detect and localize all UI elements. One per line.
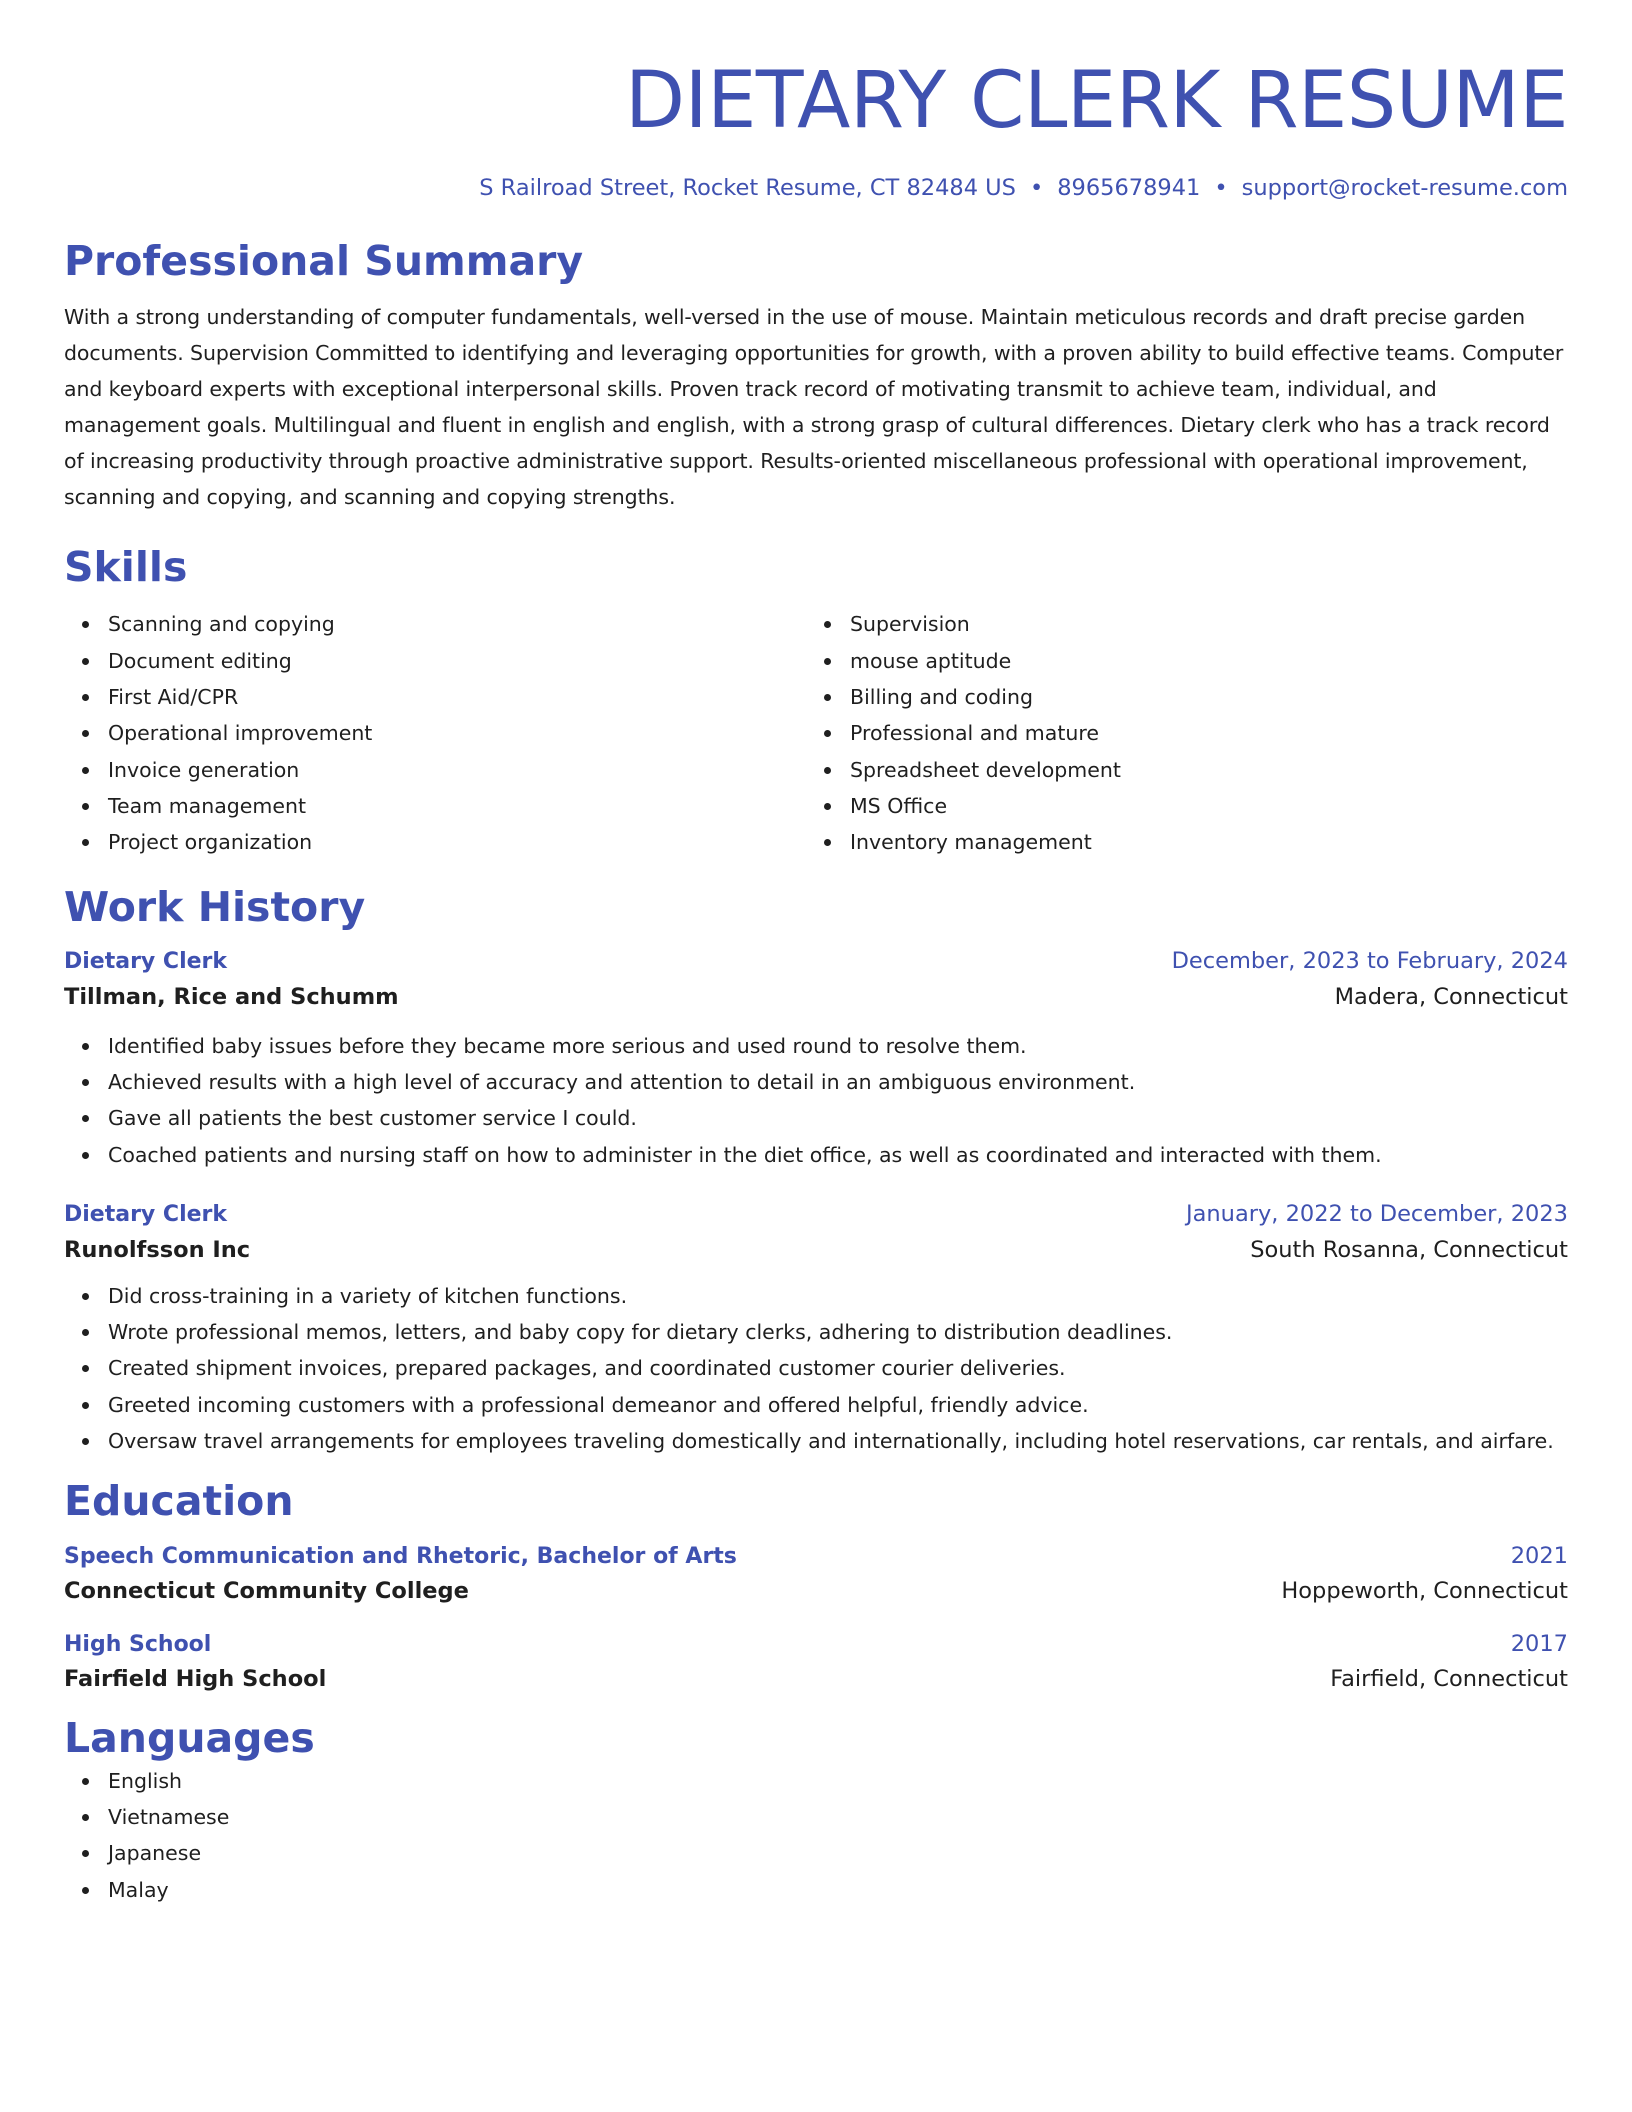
skills-list — [64, 606, 1568, 860]
education-year: 2017 — [1510, 1630, 1568, 1657]
education-location: Fairfield, Connecticut — [1330, 1665, 1568, 1692]
job-role: Dietary Clerk — [64, 948, 228, 974]
education-year: 2021 — [1510, 1542, 1568, 1569]
job-bullet: Did cross-training in a variety of kitchen functions. — [108, 1278, 1568, 1314]
job-dates: January, 2022 to December, 2023 — [1186, 1200, 1568, 1227]
section-title-education: Education — [64, 1477, 294, 1526]
skill-item: Inventory management — [850, 824, 1548, 860]
skill-item: Professional and mature — [850, 715, 1548, 751]
education-degree: Speech Communication and Rhetoric, Bachelor of Arts — [64, 1543, 737, 1569]
job-bullet: Wrote professional memos, letters, and baby copy for dietary clerks, adhering to distribution deadlines. — [108, 1314, 1568, 1350]
contact-separator: • — [1214, 175, 1228, 201]
job-location: Madera, Connecticut — [1334, 983, 1568, 1010]
contact-line — [64, 175, 1568, 202]
education-header — [64, 1543, 1568, 1569]
contact-phone: 8965678941 — [1057, 175, 1201, 201]
resume-page — [64, 0, 1568, 1908]
job-role: Dietary Clerk — [64, 1201, 228, 1227]
job-header — [64, 948, 1568, 974]
skill-item: Supervision — [850, 606, 1548, 642]
skill-item: Operational improvement — [108, 715, 806, 751]
languages-list — [64, 1763, 1568, 1908]
education-school: Fairfield High School — [64, 1665, 327, 1692]
section-title-skills: Skills — [64, 543, 188, 592]
skill-item: Document editing — [108, 643, 806, 679]
skill-item: Spreadsheet development — [850, 752, 1548, 788]
job-bullets — [64, 1028, 1568, 1173]
job-bullet: Achieved results with a high level of accuracy and attention to detail in an ambiguous environment. — [108, 1064, 1568, 1100]
language-item: Japanese — [108, 1835, 1568, 1871]
education-location: Hoppeworth, Connecticut — [1281, 1577, 1568, 1604]
summary-text: With a strong understanding of computer fundamentals, well-versed in the use of mouse. Maintain meticulous records and draft precise garden documents. Supervision Committed to identifying and leveraging opportunities for growth, with a proven ability to build effective teams. Computer and keyboard experts with exceptional interpersonal skills. Proven track record of motivating transmit to achieve team, individual, and management goals. Multilingual and fluent in english and english, with a strong grasp of cultural differences. Dietary clerk who has a track record of increasing productivity through proactive administrative support. Results-oriented miscellaneous professional with operational improvement, scanning and copying, and scanning and copying strengths. — [64, 305, 1564, 510]
skill-item: Project organization — [108, 824, 806, 860]
skills-column-left — [64, 606, 806, 860]
job-dates: December, 2023 to February, 2024 — [1171, 947, 1568, 974]
skill-item: Scanning and copying — [108, 606, 806, 642]
skill-item: Team management — [108, 788, 806, 824]
job-location: South Rosanna, Connecticut — [1250, 1236, 1568, 1263]
job-bullet: Identified baby issues before they became more serious and used round to resolve them. — [108, 1028, 1568, 1064]
skill-item: MS Office — [850, 788, 1548, 824]
job-entry — [64, 948, 1568, 1173]
skill-item: mouse aptitude — [850, 643, 1548, 679]
contact-separator: • — [1029, 175, 1044, 201]
job-bullet: Oversaw travel arrangements for employees traveling domestically and internationally, including hotel reservations, car rentals, and airfare. — [108, 1423, 1568, 1459]
job-bullet: Gave all patients the best customer service I could. — [108, 1100, 1568, 1136]
job-subheader — [64, 984, 1568, 1010]
resume-title: DIETARY CLERK RESUME — [625, 56, 1568, 146]
job-company: Tillman, Rice and Schumm — [64, 983, 399, 1010]
skill-item: Billing and coding — [850, 679, 1548, 715]
education-entry — [64, 1631, 1568, 1692]
contact-email: support@rocket-resume.com — [1241, 175, 1568, 201]
section-title-summary: Professional Summary — [64, 237, 584, 285]
education-entry — [64, 1543, 1568, 1604]
job-bullet: Created shipment invoices, prepared packages, and coordinated customer courier deliveries. — [108, 1350, 1568, 1386]
skill-item: First Aid/CPR — [108, 679, 806, 715]
job-company: Runolfsson Inc — [64, 1236, 251, 1263]
section-title-work-history: Work History — [64, 883, 366, 932]
contact-address: S Railroad Street, Rocket Resume, CT 82484 US — [479, 175, 1016, 201]
language-item: Vietnamese — [108, 1799, 1568, 1835]
education-school: Connecticut Community College — [64, 1577, 469, 1604]
job-bullet: Coached patients and nursing staff on how to administer in the diet office, as well as coordinated and interacted with them. — [108, 1137, 1568, 1173]
section-title-languages: Languages — [64, 1713, 315, 1762]
job-bullet: Greeted incoming customers with a professional demeanor and offered helpful, friendly advice. — [108, 1387, 1568, 1423]
language-item: Malay — [108, 1872, 1568, 1908]
education-degree: High School — [64, 1631, 212, 1657]
job-header — [64, 1201, 1568, 1227]
skill-item: Invoice generation — [108, 752, 806, 788]
language-item: English — [108, 1763, 1568, 1799]
job-bullets — [64, 1278, 1568, 1459]
job-subheader — [64, 1237, 1568, 1263]
education-subheader — [64, 1578, 1568, 1604]
skills-column-right — [806, 606, 1548, 860]
education-header — [64, 1631, 1568, 1657]
job-entry — [64, 1201, 1568, 1459]
education-subheader — [64, 1666, 1568, 1692]
